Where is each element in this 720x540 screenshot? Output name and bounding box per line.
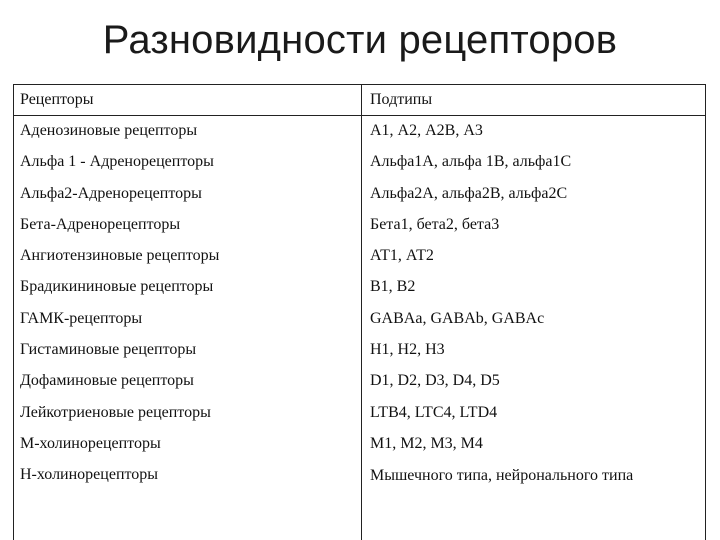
receptor-cell: Н-холинорецепторы bbox=[20, 466, 159, 484]
header-receptors: Рецепторы bbox=[20, 91, 94, 108]
table-row bbox=[14, 339, 705, 370]
table-row bbox=[14, 151, 705, 182]
subtype-cell: D1, D2, D3, D4, D5 bbox=[370, 372, 500, 390]
subtype-cell: Альфа1А, альфа 1В, альфа1С bbox=[370, 153, 572, 171]
table-row bbox=[14, 276, 705, 307]
receptor-cell: М-холинорецепторы bbox=[20, 434, 161, 452]
receptor-cell: Гистаминовые рецепторы bbox=[20, 341, 197, 359]
table-row bbox=[14, 120, 705, 151]
receptor-cell: Дофаминовые рецепторы bbox=[20, 372, 194, 390]
receptor-cell: Альфа2-Адренорецепторы bbox=[20, 184, 202, 202]
subtype-cell: LTB4, LTC4, LTD4 bbox=[370, 403, 498, 421]
subtype-cell: Н1, Н2, Н3 bbox=[370, 341, 445, 359]
subtype-cell: Альфа2А, альфа2В, альфа2С bbox=[370, 184, 568, 202]
receptor-cell: Брадикининовые рецепторы bbox=[20, 278, 214, 296]
table-row bbox=[14, 402, 705, 433]
table-body bbox=[14, 120, 705, 496]
subtype-cell: Мышечного типа, нейронального типа bbox=[370, 467, 634, 485]
table-row bbox=[14, 183, 705, 214]
receptor-cell: Аденозиновые рецепторы bbox=[20, 122, 198, 139]
table-row bbox=[14, 214, 705, 245]
subtype-cell: GABAa, GABAb, GABAc bbox=[370, 309, 545, 327]
header-subtypes: Подтипы bbox=[370, 91, 433, 108]
receptor-cell: ГАМК-рецепторы bbox=[20, 309, 143, 327]
subtype-cell: Бета1, бета2, бета3 bbox=[370, 215, 500, 233]
subtype-cell: В1, В2 bbox=[370, 278, 416, 296]
table-row bbox=[14, 245, 705, 276]
subtype-cell: М1, М2, М3, М4 bbox=[370, 434, 483, 452]
receptor-cell: Лейкотриеновые рецепторы bbox=[20, 403, 211, 421]
header-divider bbox=[14, 115, 705, 116]
receptor-cell: Альфа 1 - Адренорецепторы bbox=[20, 153, 214, 171]
receptor-cell: Бета-Адренорецепторы bbox=[20, 215, 181, 233]
receptor-cell: Ангиотензиновые рецепторы bbox=[20, 247, 220, 265]
subtype-cell: АТ1, АТ2 bbox=[370, 247, 434, 265]
table-row bbox=[14, 308, 705, 339]
subtype-cell: А1, А2, А2В, А3 bbox=[370, 122, 483, 139]
page-title: Разновидности рецепторов bbox=[102, 18, 618, 62]
table-row bbox=[14, 464, 705, 495]
receptor-table bbox=[13, 84, 706, 540]
table-row bbox=[14, 370, 705, 401]
